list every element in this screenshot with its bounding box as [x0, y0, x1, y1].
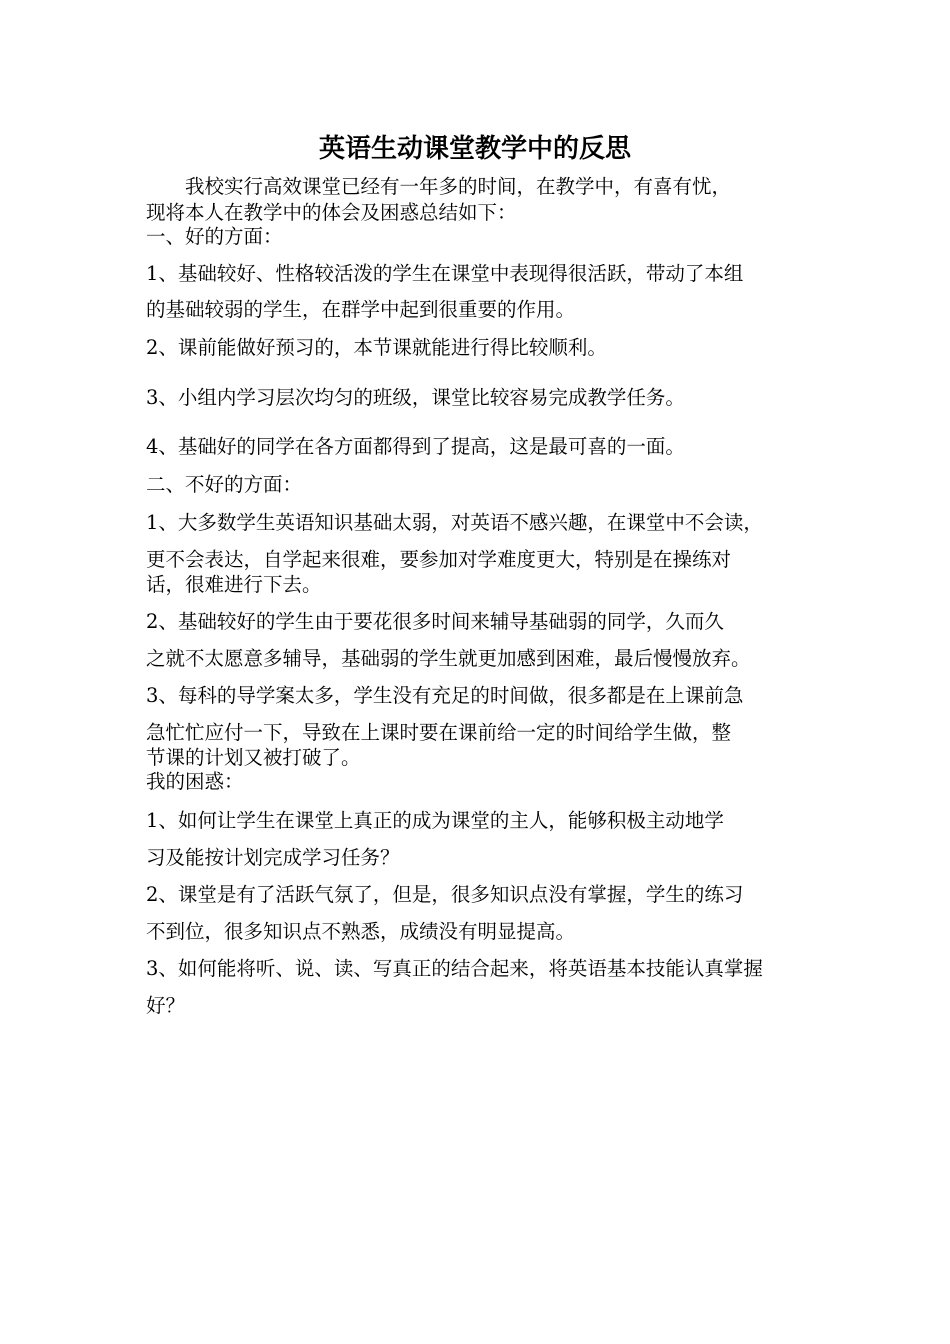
bad-item-3-line-1: 3、每科的导学案太多，学生没有充足的时间做，很多都是在上课前急 [146, 684, 744, 707]
bad-item-3-line-2: 急忙忙应付一下，导致在上课时要在课前给一定的时间给学生做，整 [146, 721, 732, 744]
bad-item-2-line-2: 之就不太愿意多辅导，基础弱的学生就更加感到困难，最后慢慢放弃。 [146, 647, 751, 670]
confusion-item-1-line-2: 习及能按计划完成学习任务？ [146, 846, 400, 869]
bad-item-3-line-3: 节课的计划又被打破了。 [146, 746, 361, 769]
good-item-2: 2、课前能做好预习的，本节课就能进行得比较顺利。 [146, 336, 607, 359]
good-item-1-line-1: 1、基础较好、性格较活泼的学生在课堂中表现得很活跃，带动了本组 [146, 262, 744, 285]
good-item-1-line-2: 的基础较弱的学生，在群学中起到很重要的作用。 [146, 298, 576, 321]
bad-item-1-line-2: 更不会表达，自学起来很难，要参加对学难度更大，特别是在操练对 [146, 548, 732, 571]
document-title: 英语生动课堂教学中的反思 [318, 134, 631, 164]
intro-line-2: 现将本人在教学中的体会及困惑总结如下： [146, 201, 517, 224]
good-item-3: 3、小组内学习层次均匀的班级，课堂比较容易完成教学任务。 [146, 386, 685, 409]
bad-item-1-line-3: 话，很难进行下去。 [146, 573, 322, 596]
bad-item-2-line-1: 2、基础较好的学生由于要花很多时间来辅导基础弱的同学，久而久 [146, 610, 724, 633]
good-item-4: 4、基础好的同学在各方面都得到了提高，这是最可喜的一面。 [146, 435, 685, 458]
confusion-item-2-line-2: 不到位，很多知识点不熟悉，成绩没有明显提高。 [146, 920, 576, 943]
confusion-item-2-line-1: 2、课堂是有了活跃气氛了，但是，很多知识点没有掌握，学生的练习 [146, 883, 744, 906]
section-heading-confusions: 我的困惑： [146, 770, 244, 793]
confusion-item-1-line-1: 1、如何让学生在课堂上真正的成为课堂的主人，能够积极主动地学 [146, 809, 724, 832]
section-heading-bad: 二、不好的方面： [146, 473, 303, 496]
section-heading-good: 一、好的方面： [146, 225, 283, 248]
confusion-item-3-line-1: 3、如何能将听、说、读、写真正的结合起来，将英语基本技能认真掌握 [146, 957, 763, 980]
confusion-item-3-line-2: 好？ [146, 994, 186, 1017]
bad-item-1-line-1: 1、大多数学生英语知识基础太弱，对英语不感兴趣，在课堂中不会读， [146, 511, 763, 534]
intro-line-1: 我校实行高效课堂已经有一年多的时间，在教学中，有喜有忧， [146, 175, 732, 198]
